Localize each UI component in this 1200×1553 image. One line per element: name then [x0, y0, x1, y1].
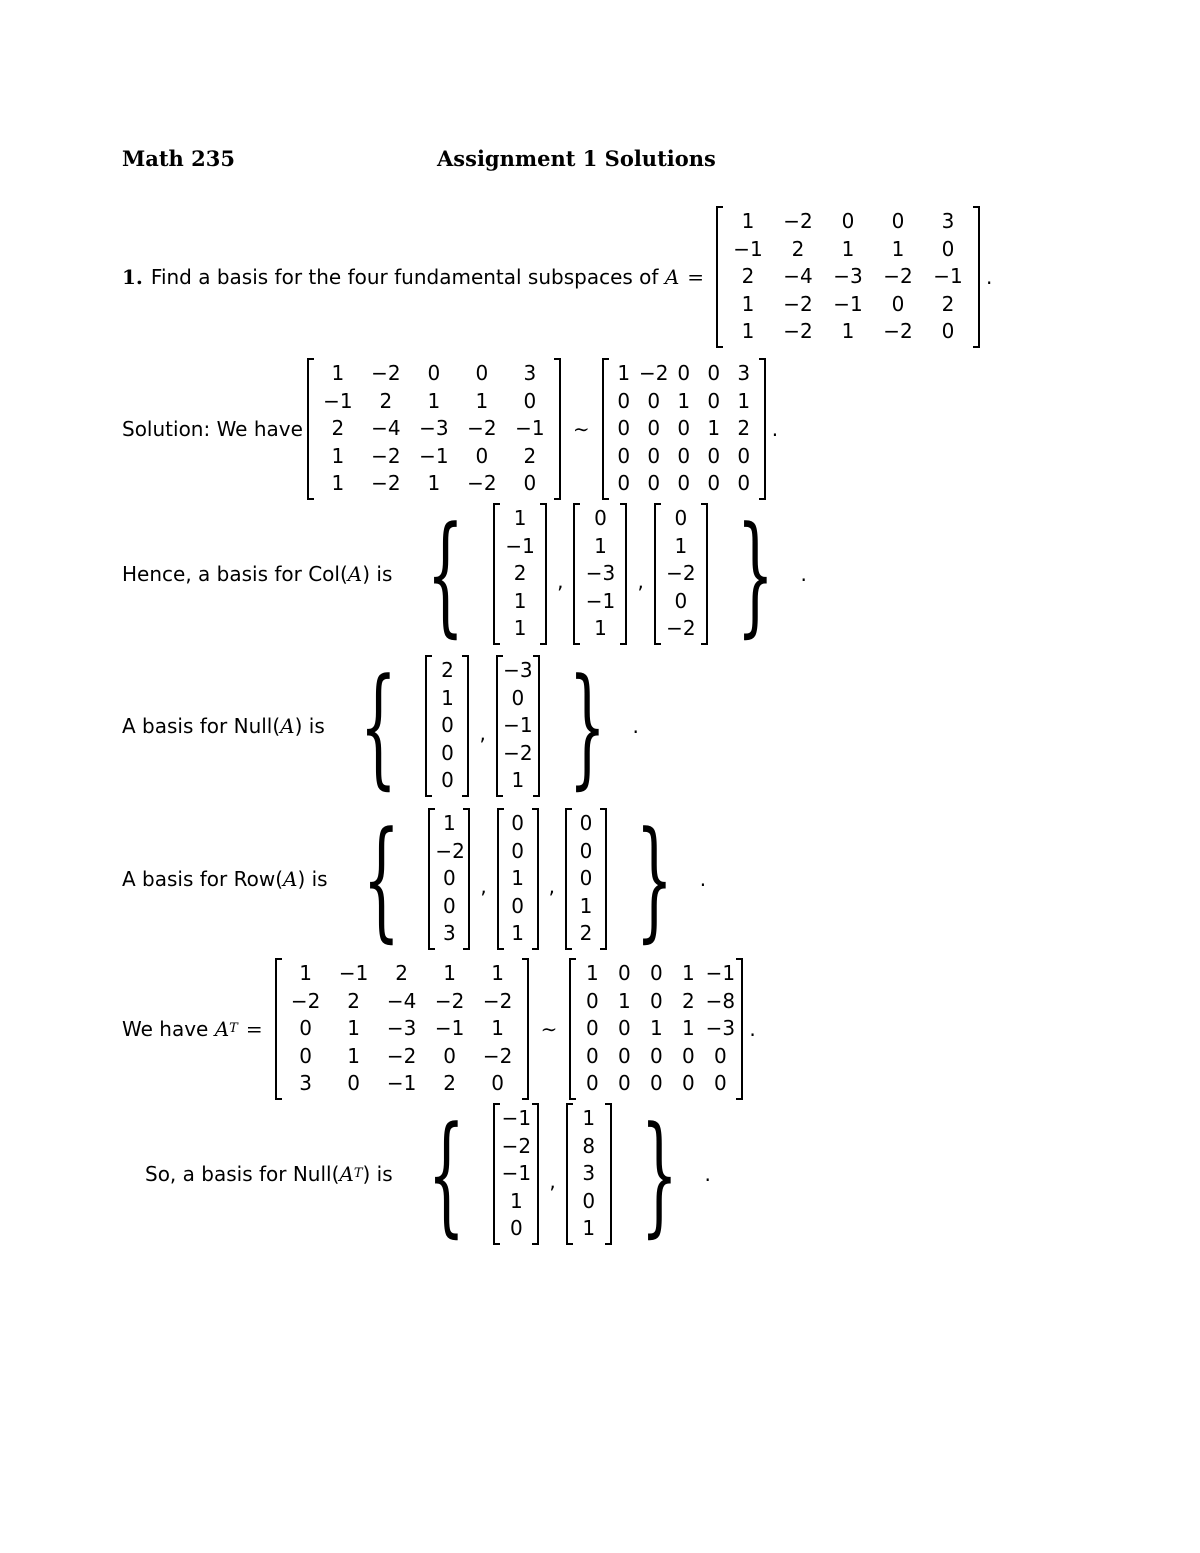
matrix-entry: 0	[674, 588, 688, 613]
matrix-entry: 0	[677, 471, 691, 495]
matrix-entry: 1	[681, 1016, 695, 1040]
matrix-entry: 3	[582, 1161, 596, 1185]
col-basis-label: Hence, a basis for Col(	[122, 561, 348, 586]
transpose-superscript: T	[229, 1021, 238, 1037]
right-bracket	[600, 808, 607, 950]
matrix-entry: 0	[941, 319, 955, 343]
matrix-grid	[432, 655, 462, 797]
matrix-entry: 1	[513, 588, 527, 613]
question-text: Find a basis for the four fundamental subspaces of	[150, 264, 665, 289]
matrix-entry: 1	[513, 506, 527, 530]
matrix-entry: 1	[674, 533, 688, 558]
matrix-entry: 0	[511, 838, 525, 863]
right-brace: }	[568, 649, 606, 802]
matrix-entry: 0	[441, 768, 454, 792]
matrix-entry: 0	[713, 1071, 727, 1095]
matrix-entry: −1	[933, 264, 963, 288]
matrix-entry: 1	[891, 236, 905, 261]
matrix-entry: 0	[841, 209, 855, 233]
matrix-entry: 0	[737, 443, 751, 468]
matrix-entry: −2	[666, 561, 696, 585]
matrix-entry: −1	[323, 388, 353, 413]
matrix-entry: 2	[791, 236, 805, 261]
left-bracket	[565, 808, 572, 950]
matrix-entry: 1	[617, 988, 631, 1013]
matrix-entry: 1	[594, 616, 607, 640]
matrix-symbol: A	[280, 713, 295, 738]
matrix-entry: 0	[891, 209, 905, 233]
matrix-entry: 0	[585, 988, 599, 1013]
matrix-entry: 1	[475, 388, 489, 413]
matrix-entry: −2	[482, 1043, 513, 1068]
null-basis-line	[122, 649, 639, 802]
matrix-entry: −2	[290, 988, 321, 1013]
matrix-entry: 3	[737, 361, 751, 385]
matrix-entry: −1	[338, 961, 369, 985]
matrix-entry: −3	[386, 1016, 417, 1040]
matrix-entry: 0	[475, 361, 489, 385]
matrix-entry: 1	[737, 388, 751, 413]
col-basis-label-end: ) is	[362, 561, 393, 586]
matrix-grid	[580, 503, 620, 645]
matrix-entry: 1	[427, 471, 441, 495]
matrix-grid	[282, 958, 522, 1100]
matrix-entry: 0	[737, 471, 751, 495]
matrix-entry: 1	[331, 361, 345, 385]
matrix-entry: 1	[649, 1016, 663, 1040]
tilde-symbol: ∼	[572, 416, 590, 441]
separator-comma: ,	[637, 568, 644, 593]
matrix-entry: 1	[331, 443, 345, 468]
matrix-entry: −8	[705, 988, 736, 1013]
matrix-entry: −1	[585, 588, 616, 613]
matrix-entry: 1	[741, 319, 755, 343]
matrix-entry: 1	[441, 685, 454, 710]
document-title: Assignment 1 Solutions	[437, 146, 716, 171]
right-bracket	[605, 1103, 612, 1245]
matrix-entry: 0	[443, 1043, 456, 1068]
matrix-entry: 0	[707, 361, 721, 385]
matrix-entry: 0	[617, 961, 631, 985]
matrix-entry: −2	[501, 1133, 532, 1158]
left-bracket	[493, 1103, 500, 1245]
matrix-entry: 2	[379, 388, 393, 413]
separator-comma: ,	[480, 873, 487, 898]
matrix-entry: 0	[677, 416, 691, 440]
matrix-entry: 0	[647, 388, 661, 413]
matrix-entry: −2	[467, 471, 497, 495]
matrix-entry: −3	[419, 416, 449, 440]
matrix-entry: −1	[386, 1071, 417, 1095]
null-basis-set	[335, 649, 631, 802]
matrix-entry: 0	[585, 1071, 599, 1095]
matrix-entry: 2	[441, 658, 454, 682]
matrix-entry: 0	[511, 811, 525, 835]
period: .	[704, 1161, 711, 1186]
matrix-entry: 1	[442, 811, 456, 835]
separator-comma: ,	[549, 1168, 556, 1193]
matrix-grid	[503, 655, 533, 797]
right-bracket	[463, 808, 470, 950]
right-bracket	[522, 958, 529, 1100]
matrix-entry: −2	[783, 291, 813, 316]
left-null-basis-line	[145, 1097, 711, 1250]
right-bracket	[701, 503, 708, 645]
left-brace: {	[427, 497, 465, 650]
left-brace: {	[427, 1097, 465, 1250]
right-bracket	[759, 358, 766, 500]
matrix-entry: 0	[617, 416, 631, 440]
matrix-entry: 0	[941, 236, 955, 261]
basis-vector	[496, 655, 540, 797]
matrix-entry: 1	[579, 893, 593, 918]
matrix-entry: 1	[582, 1106, 596, 1130]
matrix-entry: 2	[513, 561, 527, 585]
matrix-entry: −1	[503, 713, 533, 737]
matrix-entry: −2	[435, 838, 465, 863]
matrix-entry: −1	[505, 533, 535, 558]
matrix-entry: 0	[617, 388, 631, 413]
matrix-grid	[504, 808, 532, 950]
null-basis-label-end: ) is	[294, 713, 325, 738]
course-name: Math 235	[122, 146, 235, 171]
basis-vector	[566, 1103, 612, 1245]
matrix-entry: 0	[582, 1188, 596, 1213]
matrix-entry: 0	[713, 1043, 727, 1068]
matrix-entry: 0	[299, 1016, 312, 1040]
matrix-entry: 1	[347, 1043, 360, 1068]
matrix-entry: 2	[443, 1071, 456, 1095]
matrix-entry: 1	[707, 416, 721, 440]
matrix-entry: 0	[677, 361, 691, 385]
basis-vector	[497, 808, 539, 950]
matrix-entry: 3	[941, 209, 955, 233]
matrix-entry: 0	[649, 1071, 663, 1095]
left-null-basis-set	[403, 1097, 703, 1250]
basis-vector	[565, 808, 607, 950]
matrix-entry: 0	[707, 443, 721, 468]
matrix-entry: 1	[585, 961, 599, 985]
col-basis-set	[402, 497, 798, 650]
matrix-entry: −2	[371, 361, 401, 385]
matrix-entry: 2	[681, 988, 695, 1013]
matrix-entry: 0	[299, 1043, 312, 1068]
matrix-entry: 0	[647, 471, 661, 495]
matrix-entry: 0	[579, 838, 593, 863]
matrix-entry: 1	[511, 866, 525, 890]
matrix-entry: −2	[783, 209, 813, 233]
matrix-entry: −1	[733, 236, 763, 261]
matrix-grid	[500, 1103, 532, 1245]
matrix-entry: 1	[841, 319, 855, 343]
null-basis-label: A basis for Null(	[122, 713, 281, 738]
period: .	[800, 561, 807, 586]
matrix-entry: 0	[579, 811, 593, 835]
matrix-entry: 0	[523, 471, 537, 495]
left-brace: {	[359, 649, 397, 802]
basis-vector	[428, 808, 470, 950]
row-basis-label-end: ) is	[297, 866, 328, 891]
matrix-entry: 0	[617, 1071, 631, 1095]
left-bracket	[573, 503, 580, 645]
right-bracket	[532, 1103, 539, 1245]
matrix-entry: 0	[677, 443, 691, 468]
matrix-entry: 3	[299, 1071, 312, 1095]
matrix-entry: 0	[649, 1043, 663, 1068]
matrix-entry: 0	[594, 506, 607, 530]
left-bracket	[496, 655, 503, 797]
matrix-grid	[609, 358, 759, 500]
left-bracket	[602, 358, 609, 500]
matrix-entry: 3	[523, 361, 537, 385]
matrix-entry: 0	[681, 1043, 695, 1068]
right-bracket	[540, 503, 547, 645]
left-bracket	[654, 503, 661, 645]
matrix-entry: 2	[395, 961, 408, 985]
matrix-entry: 0	[441, 740, 454, 765]
matrix-entry: −2	[482, 988, 513, 1013]
matrix-entry: −4	[386, 988, 417, 1013]
matrix-entry: 0	[523, 388, 537, 413]
matrix-entry: −3	[833, 264, 863, 288]
matrix-entry: 0	[649, 961, 663, 985]
solution-line	[122, 358, 778, 500]
matrix-entry: 1	[491, 1016, 504, 1040]
matrix-entry: 0	[681, 1071, 695, 1095]
matrix-entry: 0	[585, 1043, 599, 1068]
left-bracket	[307, 358, 314, 500]
matrix-entry: 1	[509, 1188, 523, 1213]
left-null-basis-label: So, a basis for Null(	[145, 1161, 340, 1186]
matrix-grid	[723, 206, 973, 348]
matrix-entry: −2	[666, 616, 696, 640]
matrix-entry: −1	[515, 416, 545, 440]
matrix-entry: 1	[582, 1216, 596, 1240]
matrix-a	[716, 206, 980, 348]
matrix-entry: 1	[841, 236, 855, 261]
question-line	[122, 206, 992, 348]
right-bracket	[620, 503, 627, 645]
matrix-grid	[573, 1103, 605, 1245]
matrix-entry: 1	[511, 921, 525, 945]
matrix-entry: 0	[617, 1043, 631, 1068]
matrix-entry: 1	[511, 768, 525, 792]
matrix-entry: −1	[419, 443, 449, 468]
right-brace: }	[640, 1097, 678, 1250]
matrix-entry: −1	[705, 961, 736, 985]
matrix-entry: 2	[737, 416, 751, 440]
matrix-entry: 3	[442, 921, 456, 945]
matrix-entry: 1	[741, 291, 755, 316]
transpose-line	[122, 958, 756, 1100]
row-basis-label: A basis for Row(	[122, 866, 283, 891]
matrix-entry: −2	[883, 319, 913, 343]
matrix-entry: 1	[299, 961, 312, 985]
matrix-grid	[314, 358, 554, 500]
left-bracket	[428, 808, 435, 950]
matrix-grid	[576, 958, 736, 1100]
matrix-entry: 1	[491, 961, 504, 985]
matrix-entry: −4	[371, 416, 401, 440]
matrix-entry: 1	[347, 1016, 360, 1040]
matrix-grid	[500, 503, 540, 645]
left-brace: {	[362, 802, 400, 955]
basis-vector	[493, 1103, 539, 1245]
matrix-entry: 0	[511, 893, 525, 918]
matrix-entry: 0	[509, 1216, 523, 1240]
matrix-entry: −2	[883, 264, 913, 288]
period: .	[986, 264, 993, 289]
basis-vector	[654, 503, 708, 645]
tilde-symbol: ∼	[540, 1016, 558, 1041]
col-basis-line	[122, 497, 807, 650]
matrix-grid	[435, 808, 463, 950]
matrix-entry: −2	[783, 319, 813, 343]
basis-vector	[493, 503, 547, 645]
matrix-entry: −2	[467, 416, 497, 440]
right-brace: }	[736, 497, 774, 650]
matrix-entry: −1	[501, 1106, 532, 1130]
right-bracket	[736, 958, 743, 1100]
equals-sign: =	[687, 264, 705, 289]
matrix-entry: 0	[442, 866, 456, 890]
matrix-entry: 0	[647, 416, 661, 440]
matrix-entry: 1	[427, 388, 441, 413]
transpose-label: We have	[122, 1016, 215, 1041]
right-bracket	[533, 655, 540, 797]
matrix-entry: 1	[513, 616, 527, 640]
right-bracket	[532, 808, 539, 950]
matrix-entry: 0	[475, 443, 489, 468]
matrix-entry: 0	[707, 388, 721, 413]
equals-sign: =	[245, 1016, 263, 1041]
period: .	[749, 1016, 756, 1041]
matrix-symbol: A	[339, 1161, 354, 1186]
left-bracket	[497, 808, 504, 950]
row-basis-set	[338, 802, 698, 955]
matrix-entry: −2	[386, 1043, 417, 1068]
separator-comma: ,	[548, 873, 556, 898]
matrix-entry: −1	[833, 291, 863, 316]
matrix-entry: 0	[441, 713, 454, 737]
left-bracket	[566, 1103, 573, 1245]
period: .	[699, 866, 707, 891]
basis-vector	[425, 655, 469, 797]
matrix-entry: 2	[523, 443, 537, 468]
period: .	[771, 416, 779, 441]
matrix-entry: −2	[371, 471, 401, 495]
matrix-entry: −1	[434, 1016, 465, 1040]
matrix-grid	[661, 503, 701, 645]
transpose-superscript: T	[353, 1166, 363, 1182]
matrix-a-copy	[307, 358, 561, 500]
matrix-a-transpose-rref	[569, 958, 743, 1100]
left-bracket	[275, 958, 282, 1100]
matrix-entry: 0	[649, 988, 663, 1013]
matrix-entry: −1	[501, 1161, 532, 1185]
matrix-entry: 1	[443, 961, 456, 985]
solution-label: Solution: We have	[122, 416, 303, 441]
left-bracket	[569, 958, 576, 1100]
matrix-entry: 0	[707, 471, 721, 495]
matrix-entry: −3	[585, 561, 616, 585]
question-number: 1.	[122, 264, 143, 289]
left-null-basis-label-end: ) is	[362, 1161, 393, 1186]
matrix-entry: 1	[331, 471, 345, 495]
basis-vector	[573, 503, 627, 645]
right-bracket	[462, 655, 469, 797]
matrix-entry: 0	[617, 443, 631, 468]
matrix-entry: 2	[579, 921, 593, 945]
right-bracket	[973, 206, 980, 348]
matrix-entry: 0	[891, 291, 905, 316]
matrix-symbol: A	[214, 1016, 230, 1041]
separator-comma: ,	[557, 568, 564, 593]
matrix-entry: 0	[491, 1071, 504, 1095]
matrix-entry: 1	[617, 361, 631, 385]
left-bracket	[716, 206, 723, 348]
matrix-entry: 0	[647, 443, 661, 468]
matrix-entry: −2	[371, 443, 401, 468]
row-basis-line	[122, 802, 707, 955]
left-bracket	[425, 655, 432, 797]
matrix-entry: 1	[677, 388, 691, 413]
matrix-entry: −2	[434, 988, 465, 1013]
matrix-entry: 2	[347, 988, 360, 1013]
matrix-entry: 0	[347, 1071, 360, 1095]
separator-comma: ,	[479, 720, 486, 745]
matrix-entry: −2	[638, 361, 669, 385]
matrix-entry: −2	[503, 740, 533, 765]
matrix-entry: 0	[511, 685, 525, 710]
matrix-grid	[572, 808, 600, 950]
matrix-entry: 0	[442, 893, 456, 918]
matrix-entry: 0	[579, 866, 593, 890]
matrix-symbol: A	[664, 264, 680, 289]
matrix-entry: 8	[582, 1133, 596, 1158]
period: .	[632, 713, 639, 738]
matrix-entry: −3	[705, 1016, 736, 1040]
matrix-a-transpose	[275, 958, 529, 1100]
matrix-symbol: A	[283, 866, 298, 891]
matrix-entry: 1	[681, 961, 695, 985]
matrix-entry: 0	[674, 506, 688, 530]
matrix-entry: 1	[594, 533, 607, 558]
matrix-entry: 2	[331, 416, 345, 440]
matrix-entry: −3	[503, 658, 533, 682]
matrix-entry: 0	[617, 471, 631, 495]
left-bracket	[493, 503, 500, 645]
matrix-entry: 2	[941, 291, 955, 316]
matrix-entry: 1	[741, 209, 755, 233]
matrix-entry: −4	[783, 264, 813, 288]
matrix-rref	[602, 358, 766, 500]
matrix-entry: 0	[617, 1016, 631, 1040]
right-brace: }	[635, 802, 674, 955]
matrix-symbol: A	[347, 561, 363, 586]
matrix-entry: 0	[585, 1016, 599, 1040]
matrix-entry: 2	[741, 264, 755, 288]
right-bracket	[554, 358, 561, 500]
matrix-entry: 0	[427, 361, 441, 385]
